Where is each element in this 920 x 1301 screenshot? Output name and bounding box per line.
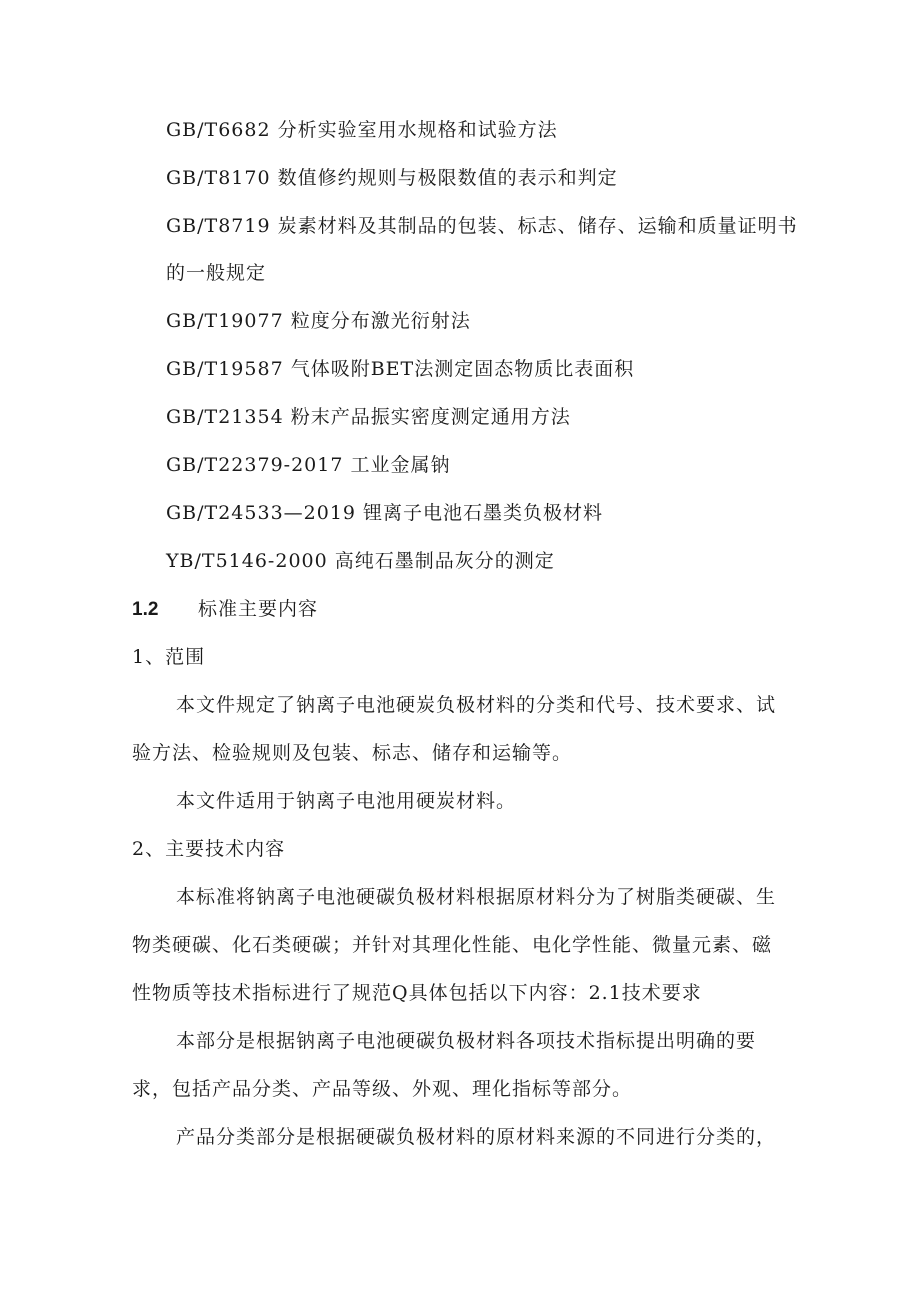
paragraph-line: 本文件规定了钠离子电池硬炭负极材料的分类和代号、技术要求、试 [176, 694, 777, 716]
reference-item: GB/T24533—2019 锂离子电池石墨类负极材料 [166, 502, 604, 524]
reference-item-continuation: 的一般规定 [166, 262, 267, 284]
section-title: 标准主要内容 [198, 598, 319, 620]
paragraph-line: 本部分是根据钠离子电池硬碳负极材料各项技术指标提出明确的要 [176, 1030, 757, 1052]
paragraph-line: 求，包括产品分类、产品等级、外观、理化指标等部分。 [132, 1078, 633, 1100]
paragraph-line: 产品分类部分是根据硬碳负极材料的原材料来源的不同进行分类的， [176, 1126, 777, 1148]
paragraph-line: 物类硬碳、化石类硬碳；并针对其理化性能、电化学性能、微量元素、磁 [132, 934, 773, 956]
reference-item: GB/T19077 粒度分布激光衍射法 [166, 310, 471, 332]
reference-item: GB/T6682 分析实验室用水规格和试验方法 [166, 119, 558, 141]
section-heading [132, 596, 318, 623]
reference-item: GB/T22379-2017 工业金属钠 [166, 454, 451, 476]
reference-item: GB/T8719 炭素材料及其制品的包装、标志、储存、运输和质量证明书 [166, 215, 798, 237]
paragraph-line: 本标准将钠离子电池硬碳负极材料根据原材料分为了树脂类硬碳、生 [176, 886, 777, 908]
paragraph-line: 本文件适用于钠离子电池用硬炭材料。 [176, 790, 517, 812]
paragraph-line: 验方法、检验规则及包装、标志、储存和运输等。 [132, 742, 573, 764]
reference-item: YB/T5146-2000 高纯石墨制品灰分的测定 [166, 550, 555, 572]
subsection-title: 1、范围 [132, 646, 206, 668]
reference-item: GB/T21354 粉末产品振实密度测定通用方法 [166, 406, 571, 428]
section-number: 1.2 [132, 599, 159, 620]
reference-item: GB/T8170 数值修约规则与极限数值的表示和判定 [166, 167, 618, 189]
subsection-title: 2、主要技术内容 [132, 838, 286, 860]
reference-item: GB/T19587 气体吸附BET法测定固态物质比表面积 [166, 358, 635, 380]
paragraph-line: 性物质等技术指标进行了规范Q具体包括以下内容：2.1技术要求 [132, 982, 702, 1004]
